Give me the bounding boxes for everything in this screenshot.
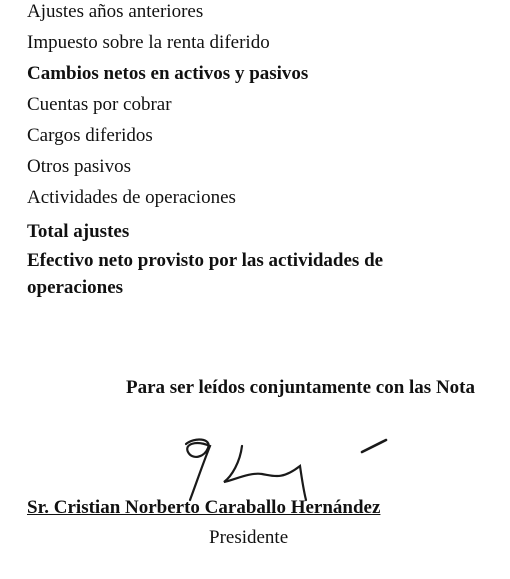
section-heading-cambios-netos: Cambios netos en activos y pasivos xyxy=(27,63,309,84)
row-actividades-operaciones: Actividades de operaciones xyxy=(27,187,236,208)
row-efectivo-neto-line2: operaciones xyxy=(27,277,124,298)
notes-reference: Para ser leídos conjuntamente con las Nota xyxy=(126,377,476,398)
signatory-title: Presidente xyxy=(209,527,289,548)
row-impuesto-diferido: Impuesto sobre la renta diferido xyxy=(27,32,270,53)
row-efectivo-neto-line1: Efectivo neto provisto por las actividades de xyxy=(27,250,384,271)
handwritten-signature xyxy=(150,436,390,506)
signatory-name: Sr. Cristian Norberto Caraballo Hernández xyxy=(27,497,381,518)
row-otros-pasivos: Otros pasivos xyxy=(27,156,131,177)
row-cuentas-por-cobrar: Cuentas por cobrar xyxy=(27,94,172,115)
row-cargos-diferidos: Cargos diferidos xyxy=(27,125,153,146)
row-total-ajustes: Total ajustes xyxy=(27,221,130,242)
row-ajustes-anos-anteriores: Ajustes años anteriores xyxy=(27,1,204,22)
